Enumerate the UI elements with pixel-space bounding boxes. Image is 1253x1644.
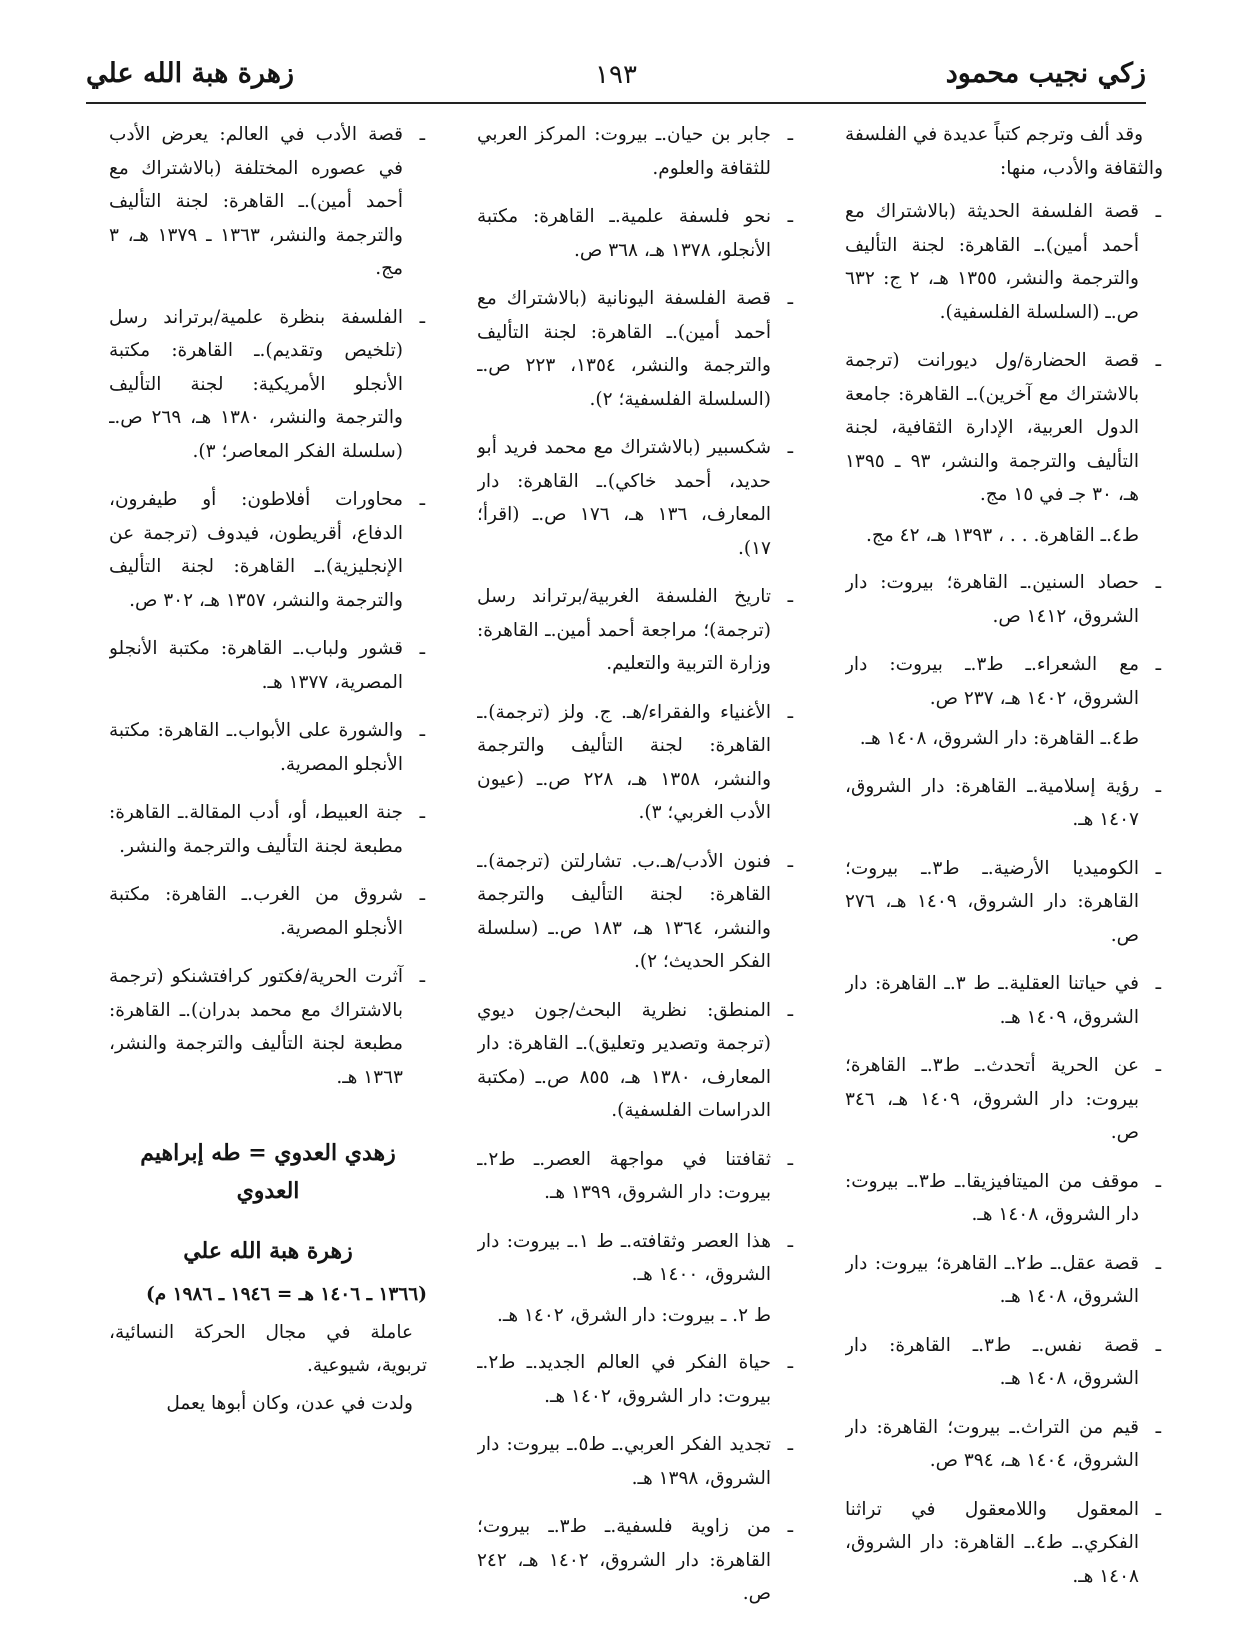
bibliography-entry: ـ شروق من الغرب.ـ القاهرة: مكتبة الأنجلو المصرية. [109, 884, 425, 939]
page-number: ١٩٣ [595, 60, 637, 90]
bibliography-entry: ـ في حياتنا العقلية.ـ ط ٣.ـ القاهرة: دار الشروق، ١٤٠٩ هـ. [845, 973, 1161, 1028]
running-head-right: زكي نجيب محمود [945, 58, 1146, 89]
entry-continuation: ط٤.ـ القاهرة. . . ، ١٣٩٣ هـ، ٤٢ مج. [866, 524, 1139, 546]
bibliography-entry: ـ قيم من التراث.ـ بيروت؛ القاهرة: دار الشروق، ١٤٠٤ هـ، ٣٩٤ ص. [845, 1416, 1161, 1471]
bibliography-entry: ـ نحو فلسفة علمية.ـ القاهرة: مكتبة الأنجلو، ١٣٧٨ هـ، ٣٦٨ ص. [477, 206, 793, 261]
bibliography-entry: ـ والشورة على الأبواب.ـ القاهرة: مكتبة الأنجلو المصرية. [109, 720, 425, 775]
biography-text: عاملة في مجال الحركة النسائية، تربوية، شيوعية. [109, 1321, 427, 1376]
bibliography-entry: ـ قصة الفلسفة اليونانية (بالاشتراك مع أحمد أمين).ـ القاهرة: لجنة التأليف والترجمة والنشر، ١٣٥٤، ٢٢٣ ص.ـ (السلسلة الفلسفية؛ ٢). [477, 288, 793, 410]
bibliography-entry: ـ هذا العصر وثقافته.ـ ط ١.ـ بيروت: دار الشروق، ١٤٠٠ هـ. [477, 1230, 793, 1285]
column-left [109, 118, 427, 1608]
bibliography-entry: ـ المنطق: نظرية البحث/جون ديوي (ترجمة وتصدير وتعليق).ـ القاهرة: دار المعارف، ١٣٨٠ هـ، ٨٥٥ ص.ـ (مكتبة الدراسات الفلسفية). [477, 999, 793, 1121]
bibliography-entry: ـ تاريخ الفلسفة الغربية/برتراند رسل (ترجمة)؛ مراجعة أحمد أمين.ـ القاهرة: وزارة التربية والتعليم. [477, 586, 793, 674]
bibliography-entry: ـ الكوميديا الأرضية.ـ ط٣.ـ بيروت؛ القاهرة: دار الشروق، ١٤٠٩ هـ، ٢٧٦ ص. [845, 857, 1161, 946]
page-header [86, 58, 1146, 104]
bibliography-entry: ـ الفلسفة بنظرة علمية/برتراند رسل (تلخيص وتقديم).ـ القاهرة: مكتبة الأنجلو الأمريكية: لجنة التأليف والترجمة والنشر، ١٣٨٠ هـ، ٢٦٩ ص.ـ (سلسلة الفكر المعاصر؛ ٣). [109, 306, 425, 462]
column-right [845, 118, 1163, 1608]
bibliography-entry: ـ من زاوية فلسفية.ـ ط٣.ـ بيروت؛ القاهرة: دار الشروق، ١٤٠٢ هـ، ٢٤٢ ص. [477, 1516, 793, 1604]
bibliography-entry: ـ قصة عقل.ـ ط٢.ـ القاهرة؛ بيروت: دار الشروق، ١٤٠٨ هـ. [845, 1252, 1161, 1307]
bibliography-entry: ـ حياة الفكر في العالم الجديد.ـ ط٢.ـ بيروت: دار الشروق، ١٤٠٢ هـ. [477, 1352, 793, 1407]
cross-reference-heading: زهدي العدوي = طه إبراهيم العدوي [140, 1140, 396, 1204]
bibliography-entry: ـ محاورات أفلاطون: أو طيفرون، الدفاع، أقريطون، فيدوف (ترجمة عن الإنجليزية).ـ القاهرة: لجنة التأليف والترجمة والنشر، ١٣٥٧ هـ، ٣٠٢ ص. [109, 489, 425, 611]
running-head-left: زهرة هبة الله علي [86, 58, 295, 89]
bibliography-entry: ـ قصة نفس.ـ ط٣.ـ القاهرة: دار الشروق، ١٤٠٨ هـ. [845, 1334, 1161, 1389]
biography-dates: (١٣٦٦ ـ ١٤٠٦ هـ = ١٩٤٦ ـ ١٩٨٦ م) [145, 1284, 427, 1305]
biography-heading: زهرة هبة الله علي [183, 1238, 353, 1264]
bibliography-entry: ـ شكسبير (بالاشتراك مع محمد فريد أبو حديد، أحمد خاكي).ـ القاهرة: دار المعارف، ١٣٦ هـ، ١٧٦ ص.ـ (اقرأ؛ ١٧). [477, 437, 793, 559]
bibliography-entry: ـ الأغنياء والفقراء/هـ. ج. ولز (ترجمة).ـ القاهرة: لجنة التأليف والترجمة والنشر، ١٣٥٨ هـ، ٢٢٨ ص.ـ (عيون الأدب الغربي؛ ٣). [477, 701, 793, 823]
bibliography-entry: ـ قصة الفلسفة الحديثة (بالاشتراك مع أحمد أمين).ـ القاهرة: لجنة التأليف والترجمة والنشر، ١٣٥٥ هـ، ٢ ج: ٦٣٢ ص.ـ (السلسلة الفلسفية). [845, 201, 1161, 323]
bibliography-entry: ـ المعقول واللامعقول في تراثنا الفكري.ـ ط٤.ـ القاهرة: دار الشروق، ١٤٠٨ هـ. [845, 1498, 1161, 1587]
bibliography-entry: ـ ثقافتنا في مواجهة العصر.ـ ط٢.ـ بيروت: دار الشروق، ١٣٩٩ هـ. [477, 1148, 793, 1203]
bibliography-entry: ـ قصة الحضارة/ول ديورانت (ترجمة بالاشتراك مع آخرين).ـ القاهرة: جامعة الدول العربية، الإدارة الثقافية، لجنة التأليف والترجمة والنشر، ٩٣ ـ ١٣٩٥ هـ، ٣٠ جـ في ١٥ مج. [845, 350, 1161, 505]
bibliography-entry: ـ فنون الأدب/هـ.ب. تشارلتن (ترجمة).ـ القاهرة: لجنة التأليف والترجمة والنشر، ١٣٦٤ هـ، ١٨٣ ص.ـ (سلسلة الفكر الحديث؛ ٢). [477, 850, 793, 972]
entry-continuation: ط٤.ـ القاهرة: دار الشروق، ١٤٠٨ هـ. [859, 728, 1139, 749]
intro-paragraph: وقد ألف وترجم كتباً عديدة في الفلسفة والثقافة والأدب، منها: [845, 124, 1163, 179]
bibliography-entry: ـ حصاد السنين.ـ القاهرة؛ بيروت: دار الشروق، ١٤١٢ ص. [845, 572, 1161, 627]
bibliography-entry: ـ تجديد الفكر العربي.ـ ط٥.ـ بيروت: دار الشروق، ١٣٩٨ هـ. [477, 1434, 793, 1489]
bibliography-entry: ـ آثرت الحرية/فكتور كرافتشنكو (ترجمة بالاشتراك مع محمد بدران).ـ القاهرة: مطبعة لجنة التأليف والترجمة والنشر، ١٣٦٣ هـ. [109, 966, 425, 1088]
bibliography-entry: ـ جنة العبيط، أو، أدب المقالة.ـ القاهرة: مطبعة لجنة التأليف والترجمة والنشر. [109, 802, 425, 857]
column-middle [477, 118, 795, 1608]
entry-continuation: ط ٢. ـ بيروت: دار الشرق، ١٤٠٢ هـ. [497, 1304, 771, 1326]
bibliography-entry: ـ قصة الأدب في العالم: يعرض الأدب في عصوره المختلفة (بالاشتراك مع أحمد أمين).ـ القاهرة: لجنة التأليف والترجمة والنشر، ١٣٦٣ ـ ١٣٧٩ هـ، ٣ مج. [109, 124, 425, 279]
bibliography-entry: ـ قشور ولباب.ـ القاهرة: مكتبة الأنجلو المصرية، ١٣٧٧ هـ. [109, 638, 425, 693]
bibliography-entry: ـ عن الحرية أتحدث.ـ ط٣.ـ القاهرة؛ بيروت: دار الشروق، ١٤٠٩ هـ، ٣٤٦ ص. [845, 1055, 1161, 1143]
bibliography-entry: ـ جابر بن حيان.ـ بيروت: المركز العربي للثقافة والعلوم. [477, 124, 793, 179]
bibliography-entry: ـ موقف من الميتافيزيقا.ـ ط٣.ـ بيروت: دار الشروق، ١٤٠٨ هـ. [845, 1170, 1161, 1225]
bibliography-entry: ـ مع الشعراء.ـ ط٣.ـ بيروت: دار الشروق، ١٤٠٢ هـ، ٢٣٧ ص. [845, 654, 1161, 709]
bibliography-entry: ـ رؤية إسلامية.ـ القاهرة: دار الشروق، ١٤٠٧ هـ. [845, 775, 1161, 830]
biography-text: ولدت في عدن، وكان أبوها يعمل [166, 1392, 413, 1414]
